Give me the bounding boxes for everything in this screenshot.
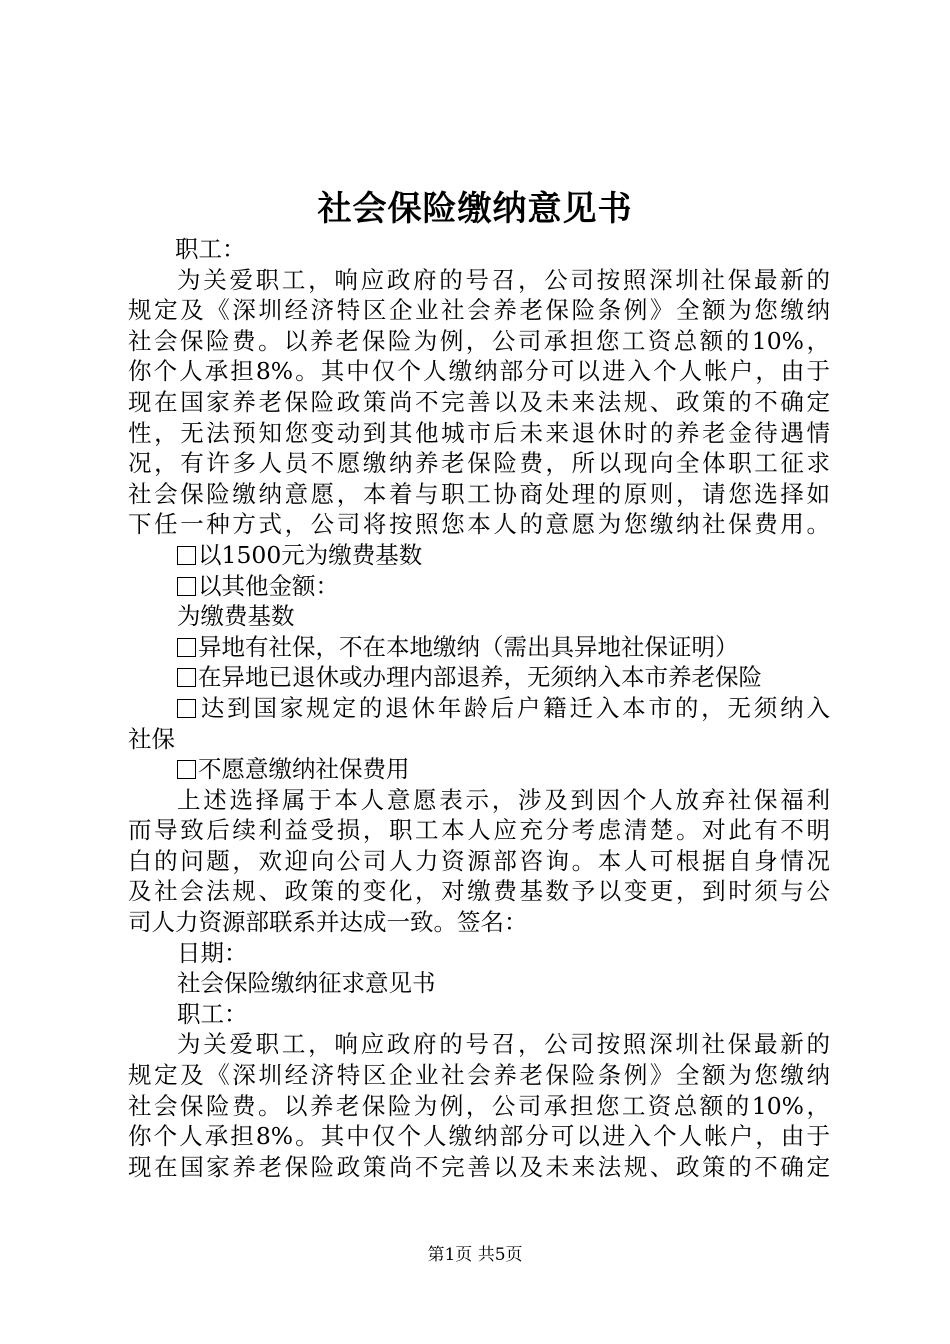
paragraph-line: 规定及《深圳经济特区企业社会养老保险条例》全额为您缴纳 [128,296,830,325]
checkbox-icon[interactable] [177,668,196,687]
page-number: 第1页 共5页 [427,1245,523,1265]
paragraph-line: 况，有许多人员不愿缴纳养老保险费，所以现向全体职工征求 [128,449,830,478]
paragraph-line: 现在国家养老保险政策尚不完善以及未来法规、政策的不确定 [128,387,830,416]
option-label: 达到国家规定的退休年龄后户籍迁入本市的，无须纳入 [198,693,830,722]
paragraph-line: 社会保险费。以养老保险为例，公司承担您工资总额的10%， [128,1091,830,1120]
salutation: 职工： [175,235,246,263]
checkbox-icon[interactable] [177,546,196,565]
option-label: 以1500元为缴费基数 [198,540,423,569]
checkbox-icon[interactable] [177,760,196,779]
date-label: 日期： [177,938,248,967]
option-label: 异地有社保，不在本地缴纳（需出具异地社保证明） [198,632,739,661]
option-other-amount[interactable] [128,571,830,602]
paragraph-line: 上述选择属于本人意愿表示，涉及到因个人放弃社保福利 [177,785,830,814]
paragraph-line: 社会保险费。以养老保险为例，公司承担您工资总额的10%， [128,326,830,355]
paragraph-line: 你个人承担8%。其中仅个人缴纳部分可以进入个人帐户，由于 [128,1122,830,1151]
option-retirement-age-migration[interactable] [128,693,830,724]
checkbox-icon[interactable] [177,577,196,596]
section-subtitle: 社会保险缴纳征求意见书 [177,969,436,998]
paragraph-line: 规定及《深圳经济特区企业社会养老保险条例》全额为您缴纳 [128,1061,830,1090]
paragraph-line: 为关爱职工，响应政府的号召，公司按照深圳社保最新的 [177,265,830,294]
option-label: 以其他金额： [198,571,339,600]
checkbox-icon[interactable] [177,699,196,718]
paragraph-line: 你个人承担8%。其中仅个人缴纳部分可以进入个人帐户，由于 [128,357,830,386]
paragraph-line: 社会保险缴纳意愿，本着与职工协商处理的原则，请您选择如 [128,479,830,508]
option-label-continued: 社保 [128,724,175,753]
option-remote-social-security[interactable] [128,632,830,663]
paragraph-line: 及社会法规、政策的变化，对缴费基数予以变更，到时须与公 [128,877,830,906]
option-retired-elsewhere[interactable] [128,662,830,693]
option-other-amount-continued: 为缴费基数 [177,602,295,631]
document-body [128,234,830,1182]
paragraph-line: 下任一种方式，公司将按照您本人的意愿为您缴纳社保费用。 [128,510,830,539]
option-label: 在异地已退休或办理内部退养，无须纳入本市养老保险 [198,663,762,692]
checkbox-icon[interactable] [177,638,196,657]
signature-line: 司人力资源部联系并达成一致。签名： [128,908,528,937]
paragraph-line: 为关爱职工，响应政府的号召，公司按照深圳社保最新的 [177,1030,830,1059]
paragraph-line: 现在国家养老保险政策尚不完善以及未来法规、政策的不确定 [128,1152,830,1181]
document-title: 社会保险缴纳意见书 [317,189,633,229]
paragraph-line: 而导致后续利益受损，职工本人应充分考虑清楚。对此有不明 [128,816,830,845]
paragraph-line: 性，无法预知您变动到其他城市后未来退休时的养老金待遇情 [128,418,830,447]
option-1500-base[interactable] [128,540,830,571]
option-label: 不愿意缴纳社保费用 [198,755,410,784]
option-decline[interactable] [128,754,830,785]
salutation: 职工： [177,999,248,1028]
paragraph-line: 白的问题，欢迎向公司人力资源部咨询。本人可根据自身情况 [128,846,830,875]
